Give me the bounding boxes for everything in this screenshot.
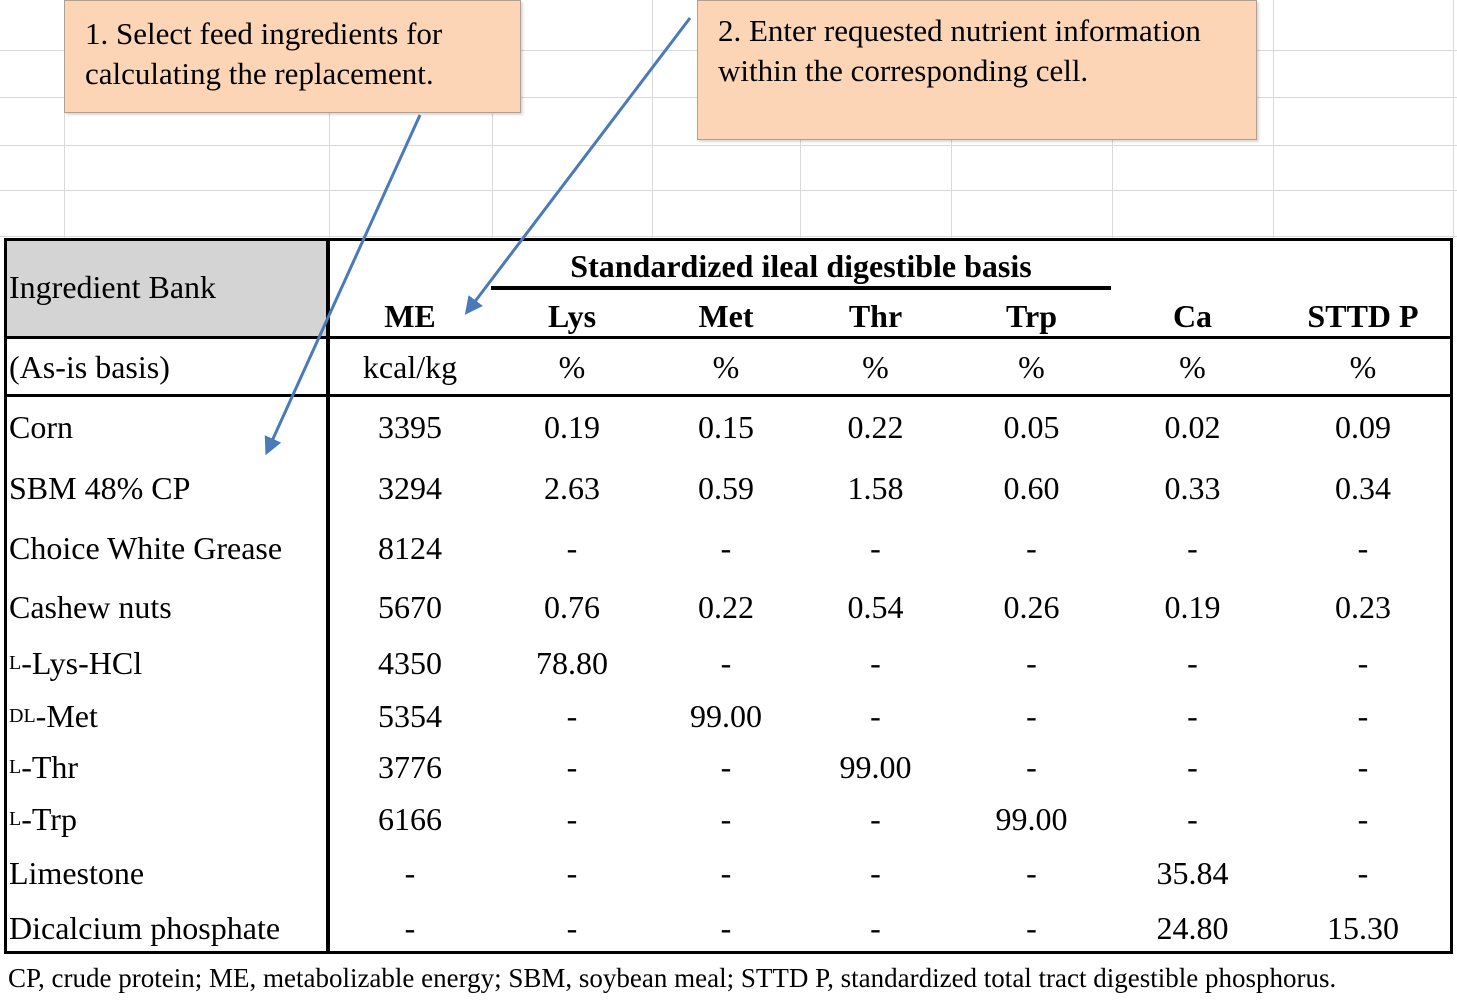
nutrient-value-cell[interactable]: - — [870, 645, 881, 681]
nutrient-value-cell[interactable]: 99.00 — [839, 749, 912, 785]
nutrient-value-cell[interactable]: 0.59 — [698, 470, 754, 506]
nutrient-value-cell[interactable]: - — [720, 909, 732, 946]
ingredient-name-cell[interactable]: Cashew nuts — [9, 589, 172, 625]
nutrient-value-cell[interactable]: - — [1357, 697, 1369, 734]
stereo-prefix: L — [9, 756, 22, 778]
nutrient-value-cell[interactable]: - — [1187, 801, 1198, 837]
sid-basis-group-header: Standardized ileal digestible basis — [570, 248, 1032, 284]
nutrient-value-cell[interactable]: 1.58 — [847, 470, 904, 506]
nutrient-value-cell[interactable]: 3776 — [378, 749, 442, 785]
column-unit: % — [862, 349, 889, 385]
ingredient-name-cell[interactable]: Corn — [9, 409, 73, 445]
ingredient-name-cell[interactable]: Limestone — [9, 855, 145, 891]
nutrient-value-cell[interactable]: 3294 — [378, 470, 442, 506]
nutrient-value-cell[interactable]: - — [1187, 645, 1198, 681]
nutrient-value-cell[interactable]: 35.84 — [1156, 855, 1229, 891]
arrow-to-nutrient-cells — [467, 18, 690, 312]
nutrient-value-cell[interactable]: - — [1026, 749, 1037, 785]
stereo-prefix: DL — [9, 704, 36, 727]
nutrient-value-cell[interactable]: - — [1026, 909, 1037, 946]
ingredient-name-cell[interactable]: DL -Met — [9, 697, 98, 734]
nutrient-value-cell[interactable]: - — [870, 801, 881, 837]
nutrient-value-cell[interactable]: 0.34 — [1335, 470, 1391, 506]
nutrient-value-cell[interactable]: 24.80 — [1156, 909, 1229, 946]
column-header-met: Met — [698, 298, 754, 334]
nutrient-value-cell[interactable]: - — [1357, 801, 1369, 837]
ingredient-name-cell[interactable]: L -Trp — [9, 801, 77, 837]
table-footnote: CP, crude protein; ME, metabolizable energy; SBM, soybean meal; STTD P, standardized total tract digestible phosphorus. — [8, 963, 1337, 993]
nutrient-value-cell[interactable]: - — [1187, 530, 1198, 566]
nutrient-value-cell[interactable]: - — [1357, 645, 1369, 681]
column-header-me: ME — [384, 298, 436, 334]
nutrient-value-cell[interactable]: 0.09 — [1335, 409, 1391, 445]
nutrient-value-cell[interactable]: 5354 — [378, 697, 442, 734]
column-header-lys: Lys — [547, 298, 597, 334]
ingredient-name-cell[interactable]: L -Thr — [9, 749, 79, 785]
nutrient-value-cell[interactable]: - — [566, 801, 578, 837]
nutrient-value-cell[interactable]: - — [404, 855, 416, 891]
nutrient-value-cell[interactable]: 99.00 — [995, 801, 1068, 837]
nutrient-value-cell[interactable]: - — [720, 530, 732, 566]
nutrient-value-cell[interactable]: - — [1357, 530, 1369, 566]
nutrient-value-cell[interactable]: - — [1026, 645, 1037, 681]
column-unit: % — [1018, 349, 1045, 385]
arrow-to-ingredient-column — [267, 115, 420, 452]
column-unit: % — [558, 349, 586, 385]
nutrient-value-cell[interactable]: - — [1026, 697, 1037, 734]
nutrient-value-cell[interactable]: 5670 — [378, 589, 442, 625]
column-header-trp: Trp — [1006, 298, 1057, 334]
nutrient-value-cell[interactable]: - — [1357, 749, 1369, 785]
nutrient-value-cell[interactable]: 0.60 — [1003, 470, 1060, 506]
nutrient-value-cell[interactable]: - — [566, 855, 578, 891]
ingredient-name-cell[interactable]: Choice White Grease — [9, 530, 283, 566]
nutrient-value-cell[interactable]: 0.05 — [1003, 409, 1060, 445]
nutrient-value-cell[interactable]: 78.80 — [536, 645, 608, 681]
nutrient-value-cell[interactable]: 0.19 — [544, 409, 600, 445]
callout-text-line: calculating the replacement. — [85, 56, 434, 91]
nutrient-value-cell[interactable]: 6166 — [378, 801, 442, 837]
nutrient-value-cell[interactable]: - — [566, 697, 578, 734]
ingredient-name-cell[interactable]: SBM 48% CP — [9, 470, 191, 506]
nutrient-value-cell[interactable]: 0.02 — [1164, 409, 1221, 445]
nutrient-value-cell[interactable]: - — [870, 697, 881, 734]
nutrient-value-cell[interactable]: - — [870, 530, 881, 566]
callout-text-line: 2. Enter requested nutrient information — [718, 13, 1201, 48]
nutrient-value-cell[interactable]: 8124 — [378, 530, 442, 566]
ingredient-bank-label: Ingredient Bank — [9, 269, 217, 305]
nutrient-value-cell[interactable]: - — [566, 749, 578, 785]
nutrient-value-cell[interactable]: - — [404, 909, 416, 946]
nutrient-value-cell[interactable]: - — [566, 909, 578, 946]
callout-text-line: within the corresponding cell. — [718, 53, 1089, 88]
nutrient-value-cell[interactable]: - — [720, 801, 732, 837]
nutrient-value-cell[interactable]: 4350 — [378, 645, 442, 681]
column-unit: % — [1179, 349, 1206, 385]
callout-text-line: 1. Select feed ingredients for — [85, 16, 443, 51]
nutrient-value-cell[interactable]: 0.23 — [1335, 589, 1391, 625]
column-header-ca: Ca — [1172, 298, 1213, 334]
nutrient-value-cell[interactable]: 2.63 — [544, 470, 600, 506]
nutrient-value-cell[interactable]: 0.33 — [1164, 470, 1221, 506]
column-unit: kcal/kg — [362, 349, 458, 385]
nutrient-value-cell[interactable]: 0.26 — [1003, 589, 1060, 625]
nutrient-value-cell[interactable]: 99.00 — [690, 697, 762, 734]
as-is-basis-label: (As-is basis) — [9, 349, 170, 385]
ingredient-name-cell[interactable]: Dicalcium phosphate — [9, 909, 281, 946]
nutrient-value-cell[interactable]: - — [1026, 530, 1037, 566]
column-unit: % — [712, 349, 740, 385]
stereo-prefix: L — [9, 808, 22, 830]
column-header-thr: Thr — [848, 298, 903, 334]
nutrient-value-cell[interactable]: - — [566, 530, 578, 566]
nutrient-value-cell[interactable]: - — [870, 909, 881, 946]
nutrient-value-cell[interactable]: 3395 — [378, 409, 442, 445]
nutrient-value-cell[interactable]: - — [1187, 697, 1198, 734]
nutrient-value-cell[interactable]: 0.76 — [544, 589, 600, 625]
nutrient-value-cell[interactable]: 0.22 — [698, 589, 754, 625]
stereo-prefix: L — [9, 652, 22, 674]
nutrient-value-cell[interactable]: - — [720, 749, 732, 785]
ingredient-name-cell[interactable]: L -Lys-HCl — [9, 645, 143, 681]
column-unit: % — [1349, 349, 1377, 385]
nutrient-value-cell[interactable]: 0.15 — [698, 409, 754, 445]
nutrient-value-cell[interactable]: 15.30 — [1327, 909, 1399, 946]
nutrient-value-cell[interactable]: 0.54 — [847, 589, 904, 625]
nutrient-value-cell[interactable]: 0.19 — [1164, 589, 1221, 625]
nutrient-value-cell[interactable]: - — [1357, 855, 1369, 891]
nutrient-value-cell[interactable]: - — [1187, 749, 1198, 785]
nutrient-value-cell[interactable]: 0.22 — [847, 409, 904, 445]
nutrient-value-cell[interactable]: - — [720, 855, 732, 891]
column-header-sttd-p: STTD P — [1307, 298, 1419, 334]
nutrient-value-cell[interactable]: - — [870, 855, 881, 891]
nutrient-value-cell[interactable]: - — [1026, 855, 1037, 891]
nutrient-value-cell[interactable]: - — [720, 645, 732, 681]
